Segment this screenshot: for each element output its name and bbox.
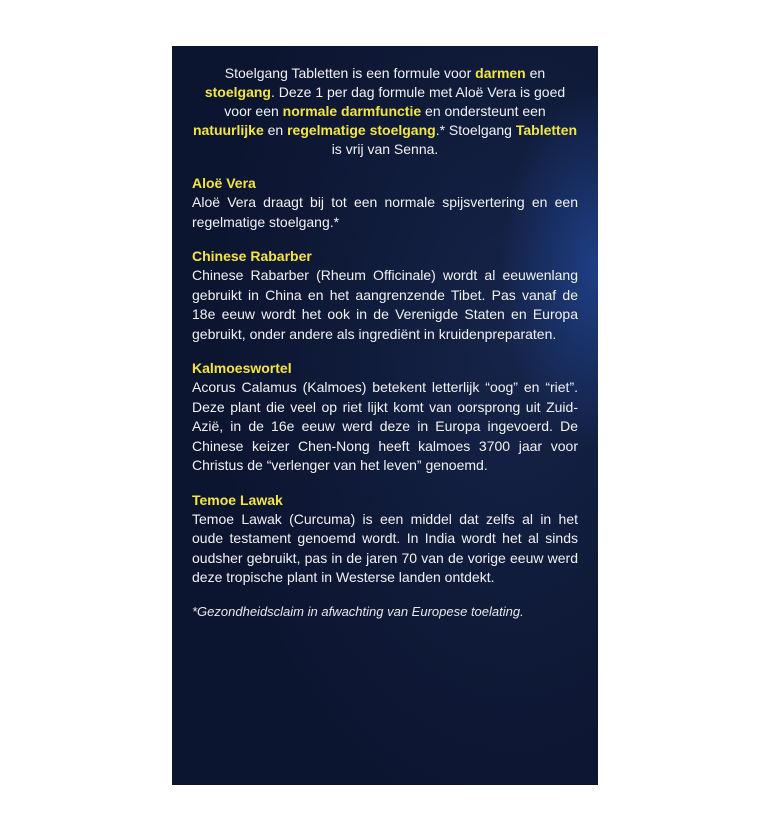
section-body: Chinese Rabarber (Rheum Officinale) wordt al eeuwenlang gebruikt in China en het aangrenzende Tibet. Pas vanaf de 18e eeuw wordt het ook in de Verenigde Staten en Europa gebruikt, onder andere als ingrediënt in kruidenpreparaten. xyxy=(192,267,578,342)
section-chinese-rabarber xyxy=(192,247,578,344)
section-kalmoeswortel xyxy=(192,359,578,476)
product-info-panel xyxy=(172,46,598,785)
intro-text-2: en xyxy=(525,65,546,81)
section-title: Kalmoeswortel xyxy=(192,360,292,376)
section-title: Chinese Rabarber xyxy=(192,248,312,264)
health-claim-footnote: *Gezondheidsclaim in afwachting van Europese toelating. xyxy=(192,603,524,619)
intro-highlight-tabletten: Tabletten xyxy=(515,122,578,138)
intro-paragraph xyxy=(192,64,578,159)
intro-highlight-natuurlijke: natuurlijke xyxy=(192,122,264,138)
intro-highlight-darmen: darmen xyxy=(475,65,526,81)
section-aloe-vera xyxy=(192,174,578,232)
intro-highlight-normale-darmfunctie: normale darmfunctie xyxy=(282,103,422,119)
intro-highlight-stoelgang: stoelgang xyxy=(204,84,271,100)
intro-text-3: . Deze 1 per dag formule met Aloë Vera is goed voor een xyxy=(224,84,566,119)
section-body: Acorus Calamus (Kalmoes) betekent letterlijk “oog” en “riet”. Deze plant die veel op riet lijkt komt van oorsprong uit Zuid-Azië, in de 16e eeuw werd deze in Europa ingevoerd. De Chinese keizer Chen-Nong heeft kalmoes 3700 jaar voor Christus de “verlenger van het leven” genoemd. xyxy=(192,379,578,473)
section-body: Aloë Vera draagt bij tot een normale spijsvertering en een regelmatige stoelgang.* xyxy=(192,194,578,230)
section-body: Temoe Lawak (Curcuma) is een middel dat zelfs al in het oude testament genoemd wordt. In India wordt het al sinds oudsher gebruikt, pas in de jaren 70 van de vorige eeuw werd deze tropische plant in Westerse landen ontdekt. xyxy=(192,510,578,585)
section-title: Temoe Lawak xyxy=(192,491,283,508)
intro-text-5: en xyxy=(263,122,288,138)
intro-text-6: .* Stoelgang xyxy=(435,122,516,138)
section-temoe-lawak xyxy=(192,491,578,588)
intro-text-1: Stoelgang Tabletten is een formule voor xyxy=(224,65,476,81)
intro-text-4: en ondersteunt een xyxy=(421,103,546,119)
intro-highlight-regelmatige-stoelgang: regelmatige stoelgang xyxy=(287,122,436,138)
section-title: Aloë Vera xyxy=(192,175,256,191)
intro-text-7: is vrij van Senna. xyxy=(331,141,439,157)
